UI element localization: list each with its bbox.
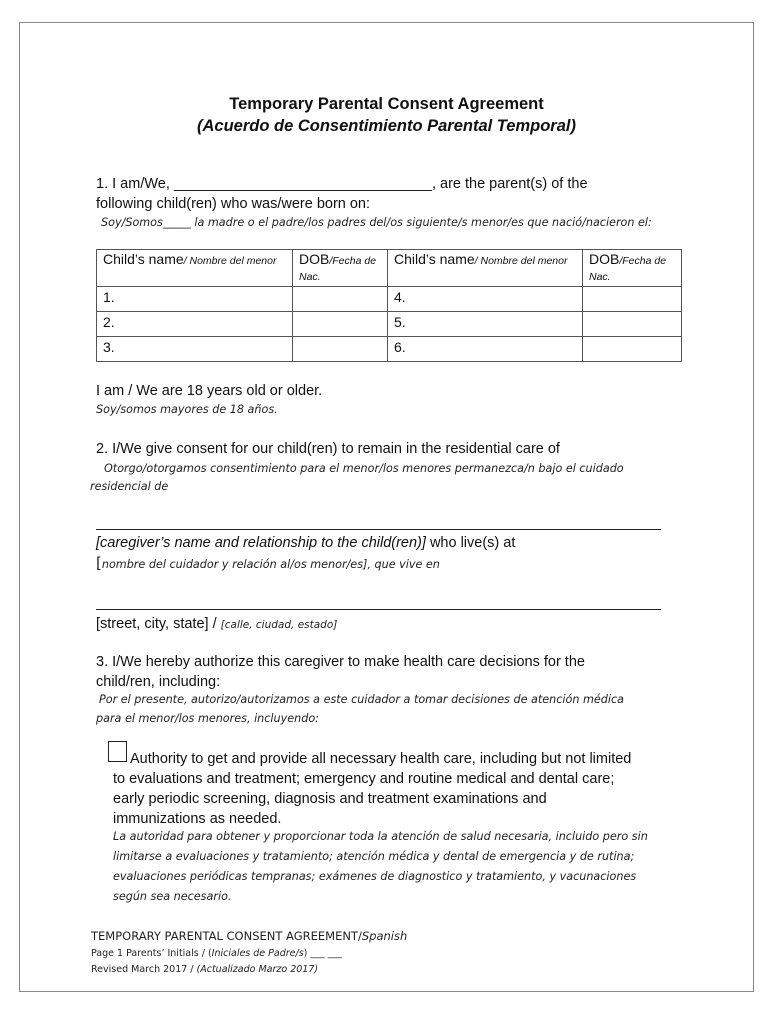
caregiver-label-spanish: [nombre del cuidador y relación al/os menor/es], que vive en <box>96 554 440 572</box>
header-child-name: Child’s name/ Nombre del menor <box>97 250 293 287</box>
age-statement: I am / We are 18 years old or older. <box>96 383 323 399</box>
footer-revised-spanish: (Actualizado Marzo 2017) <box>196 964 319 975</box>
footer-title-text: TEMPORARY PARENTAL CONSENT AGREEMENT/ <box>91 929 362 943</box>
section3-spanish-2: para el menor/los menores, incluyendo: <box>96 712 319 725</box>
child-name-cell[interactable]: 2. <box>97 312 293 337</box>
section3-line2: child/ren, including: <box>96 674 221 690</box>
address-label <box>96 614 337 635</box>
footer-revised <box>91 964 318 975</box>
section1-line2: following child(ren) who was/were born on: <box>96 196 371 212</box>
table-row <box>97 287 682 312</box>
children-table-header <box>97 250 682 287</box>
section2-spanish-2: residencial de <box>90 480 169 493</box>
section1-spanish-a: Soy/Somos_____ <box>101 216 191 229</box>
children-table <box>96 249 682 362</box>
child-name-cell[interactable]: 3. <box>97 337 293 362</box>
form-page <box>19 22 754 992</box>
table-row <box>97 337 682 362</box>
footer-title-lang: Spanish <box>361 929 408 943</box>
address-label-spanish: [calle, ciudad, estado] <box>220 619 338 631</box>
authority-spanish-1: La autoridad para obtener y proporcionar toda la atención de salud necesaria, incluido pero sin <box>113 830 648 843</box>
caregiver-name-line[interactable] <box>96 529 661 530</box>
child-name-cell[interactable]: 5. <box>388 312 583 337</box>
footer-revised-text: Revised March 2017 / <box>91 964 197 975</box>
authority-spanish-2: limitarse a evaluaciones y tratamiento; atención médica y dental de emergencia y de rutina; <box>113 850 635 863</box>
footer-title <box>91 929 407 943</box>
section3-line1: 3. I/We hereby authorize this caregiver to make health care decisions for the <box>96 654 585 670</box>
authority-line-4: immunizations as needed. <box>113 811 282 827</box>
authority-line-2: to evaluations and treatment; emergency and routine medical and dental care; <box>113 771 615 787</box>
section1-spanish-b: la madre o el padre/los padres del/os siguiente/s menor/es que nació/nacieron el: <box>194 216 652 229</box>
header-child-name-2: Child’s name/ Nombre del menor <box>388 250 583 287</box>
footer-page-initials <box>91 948 342 959</box>
child-dob-cell[interactable] <box>583 337 682 362</box>
header-dob-2: DOB/Fecha de Nac. <box>583 250 682 287</box>
footer-page-spanish: Iniciales de Padre/s <box>211 948 304 959</box>
age-statement-spanish: Soy/somos mayores de 18 años. <box>96 403 278 416</box>
section1-spanish <box>101 214 652 232</box>
section3-spanish-1: Por el presente, autorizo/autorizamos a este cuidador a tomar decisiones de atención médica <box>99 693 624 706</box>
caregiver-label-suffix: who live(s) at <box>425 535 516 551</box>
form-title-spanish: (Acuerdo de Consentimiento Parental Temporal) <box>197 117 576 135</box>
header-dob: DOB/Fecha de Nac. <box>293 250 388 287</box>
caregiver-label-text: [caregiver’s name and relationship to the child(ren)] <box>96 535 426 551</box>
address-label-text: [street, city, state] / <box>96 616 221 632</box>
form-title: Temporary Parental Consent Agreement <box>229 95 544 113</box>
table-row <box>97 312 682 337</box>
section1-line1: 1. I am/We, ________________________________, are the parent(s) of the <box>96 176 588 192</box>
caregiver-spanish-text: nombre del cuidador y relación al/os menor/es], que vive en <box>101 558 440 571</box>
footer-page-end: ) ___ ___ <box>303 948 342 959</box>
address-line[interactable] <box>96 609 661 610</box>
child-name-cell[interactable]: 6. <box>388 337 583 362</box>
authority-line-3: early periodic screening, diagnosis and treatment examinations and <box>113 791 547 807</box>
child-dob-cell[interactable] <box>293 337 388 362</box>
authority-spanish-3: evaluaciones periódicas tempranas; exámenes de diagnostico y tratamiento, y vacunaciones <box>113 870 637 883</box>
child-dob-cell[interactable] <box>293 287 388 312</box>
caregiver-label <box>96 533 515 553</box>
child-name-cell[interactable]: 4. <box>388 287 583 312</box>
child-name-cell[interactable]: 1. <box>97 287 293 312</box>
footer-page-text: Page 1 Parents’ Initials / ( <box>91 948 212 959</box>
authority-line-1: Authority to get and provide all necessary health care, including but not limited <box>130 751 632 767</box>
section2-line: 2. I/We give consent for our child(ren) to remain in the residential care of <box>96 441 560 457</box>
child-dob-cell[interactable] <box>293 312 388 337</box>
health-care-authority-checkbox[interactable] <box>108 741 127 762</box>
child-dob-cell[interactable] <box>583 287 682 312</box>
child-dob-cell[interactable] <box>583 312 682 337</box>
authority-spanish-4: según sea necesario. <box>113 890 232 903</box>
section2-spanish-1: Otorgo/otorgamos consentimiento para el menor/los menores permanezca/n bajo el cuidado <box>104 462 624 475</box>
